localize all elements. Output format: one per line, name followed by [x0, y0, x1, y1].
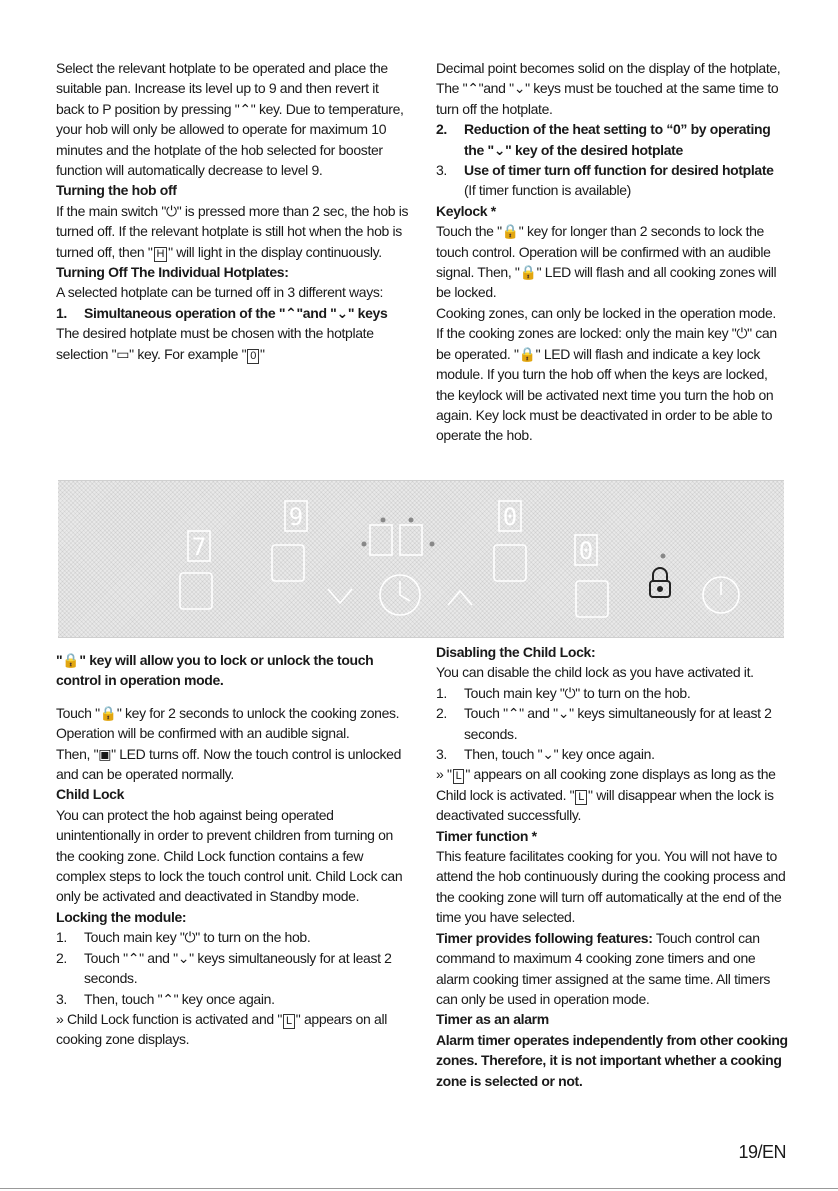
- heading-keylock: Keylock *: [436, 202, 496, 219]
- heading-individual-hotplates: Turning Off The Individual Hotplates:: [56, 264, 289, 281]
- hotplate-select-icon: ▭: [116, 345, 130, 362]
- lock-icon: [650, 568, 670, 597]
- timer-features-paragraph: Timer provides following features: Touch control can command to maximum 4 cooking zone timers and one alarm cooking timer assigned at the same time. All timers can only be used in operation mode.: [436, 929, 771, 1007]
- hotplate-select-icon-4: [576, 581, 608, 617]
- hot-indicator-icon: H: [154, 247, 168, 262]
- led-dot: [430, 542, 435, 547]
- disable-step-1: 1. Touch main key "⏻" to turn on the hob.: [436, 684, 691, 701]
- timer-display-right: [400, 525, 422, 555]
- zone-display-digit-2: 9: [288, 503, 304, 531]
- locking-result-paragraph: » Child Lock function is activated and " L " appears on all cooking zone displays.: [56, 1010, 387, 1048]
- list-item-1: 1. Simultaneous operation of the "⌃"and "⌄" keys: [56, 304, 388, 321]
- disable-step-2: 2. Touch "⌃" and "⌄" keys simultaneously for at least 2 seconds.: [436, 705, 772, 742]
- chevron-down-icon: [328, 589, 352, 603]
- list-item-3: 3. Use of timer turn off function for desired hotplate (If timer function is available): [436, 162, 774, 199]
- locking-step-2: 2. Touch "⌃" and "⌄" keys simultaneously for at least 2 seconds.: [56, 949, 392, 987]
- booster-paragraph: Select the relevant hotplate to be operated and place the suitable pan. Increase its level up to 9 and then revert it back to P position by pressing "⌃" key. Due to temperature, your hob will only be allowed to operate for maximum 10 minutes and the hotplate of the hob selected for booster function will automatically decrease to level 9.: [56, 60, 404, 179]
- chevron-up-icon: [448, 591, 472, 605]
- list-item-2: 2. Reduction of the heat setting to “0” by operating the "⌄" key of the desired hotplate: [436, 121, 771, 158]
- timer-paragraph: This feature facilitates cooking for you. You will not have to attend the hob continuously during the cooking process and the cooking zone will turn off automatically at the end of the time you have selected.: [436, 848, 786, 926]
- led-dot: [381, 518, 386, 523]
- unlock-paragraph: Touch "🔒" key for 2 seconds to unlock the cooking zones. Operation will be confirmed with an audible signal.: [56, 704, 400, 742]
- hotplate-select-icon-1: [180, 573, 212, 609]
- zone-display-digit-4: 0: [578, 537, 594, 565]
- disable-result-paragraph: » " L " appears on all cooking zone displays as long as the Child lock is activated. " L " will disappear when the lock is deactivated successfully.: [436, 766, 776, 824]
- left-column-bottom: [56, 650, 410, 1050]
- child-lock-display-icon: L: [575, 790, 587, 805]
- heading-timer-alarm: Timer as an alarm: [436, 1011, 549, 1028]
- led-dot: [362, 542, 367, 547]
- heading-child-lock: Child Lock: [56, 786, 125, 803]
- heading-turning-off: Turning the hob off: [56, 182, 177, 199]
- child-lock-display-icon: L: [283, 1014, 295, 1029]
- turning-off-paragraph: If the main switch "⏻" is pressed more than 2 sec, the hob is turned off. If the relevant hotplate is still hot when the hob is turned off, then " H " will light in the display continuously.: [56, 202, 409, 260]
- heading-disabling-child-lock: Disabling the Child Lock:: [436, 644, 596, 660]
- hotplate-select-icon-3: [494, 545, 526, 581]
- locking-step-3: 3. Then, touch "⌃" key once again.: [56, 990, 275, 1007]
- control-panel-svg: [58, 481, 784, 637]
- child-lock-display-icon: L: [453, 769, 465, 784]
- decimal-point-paragraph: Decimal point becomes solid on the display of the hotplate, The "⌃"and "⌄" keys must be touched at the same time to turn off the hotplate.: [436, 60, 781, 117]
- keylock-paragraph: Touch the "🔒" key for longer than 2 seconds to lock the touch control. Operation will be confirmed with an audible signal. Then, "🔒" LED will flash and all cooking zones will be locked.: [436, 223, 777, 301]
- bottom-rule: [0, 1188, 838, 1189]
- disable-paragraph: You can disable the child lock as you have activated it.: [436, 664, 754, 681]
- hotplate-select-icon-2: [272, 545, 304, 581]
- ways-paragraph: A selected hotplate can be turned off in 3 different ways:: [56, 284, 384, 301]
- heading-timer-function: Timer function *: [436, 827, 537, 844]
- control-panel-illustration: [58, 480, 784, 638]
- right-column-top: [436, 58, 786, 446]
- heading-locking-module: Locking the module:: [56, 908, 187, 925]
- led-dot: [409, 518, 414, 523]
- left-column-top: [56, 58, 410, 364]
- disable-step-3: 3. Then, touch "⌄" key once again.: [436, 746, 655, 763]
- heading-lock-key: "🔒" key will allow you to lock or unlock the touch control in operation mode.: [56, 652, 374, 689]
- led-dot: [661, 554, 666, 559]
- timer-display-left: [370, 525, 392, 555]
- selection-paragraph: The desired hotplate must be chosen with the hotplate selection "▭" key. For example " 0 ": [56, 325, 374, 362]
- zone-display-digit-1: 7: [191, 533, 207, 561]
- child-lock-paragraph: You can protect the hob against being operated unintentionally in order to prevent children from turning on the cooking zone. Child Lock function contains a few complex steps to lock the touch control unit. Child Lock can only be activated and deactivated in Standby mode.: [56, 806, 403, 905]
- display-zero-icon: 0: [247, 349, 259, 364]
- locking-step-1: 1. Touch main key "⏻" to turn on the hob.: [56, 929, 311, 946]
- right-column-bottom: [436, 642, 788, 1091]
- page-number: 19/EN: [738, 1142, 786, 1162]
- alarm-paragraph: Alarm timer operates independently from other cooking zones. Therefore, it is not important whether a cooking zone is selected or not.: [436, 1031, 788, 1089]
- led-off-paragraph: Then, "▣" LED turns off. Now the touch control is unlocked and can be operated normally.: [56, 745, 402, 783]
- zone-display-digit-3: 0: [502, 503, 518, 531]
- keylock-paragraph-2: Cooking zones, can only be locked in the operation mode. If the cooking zones are locked: only the main key "⏻" can be operated. "🔒" LED will flash and indicate a key lock module. If you turn the hob off when the keys are locked, the keylock will be activated next time you turn the hob on again. Key lock must be deactivated in order to be able to operate the hob.: [436, 304, 777, 444]
